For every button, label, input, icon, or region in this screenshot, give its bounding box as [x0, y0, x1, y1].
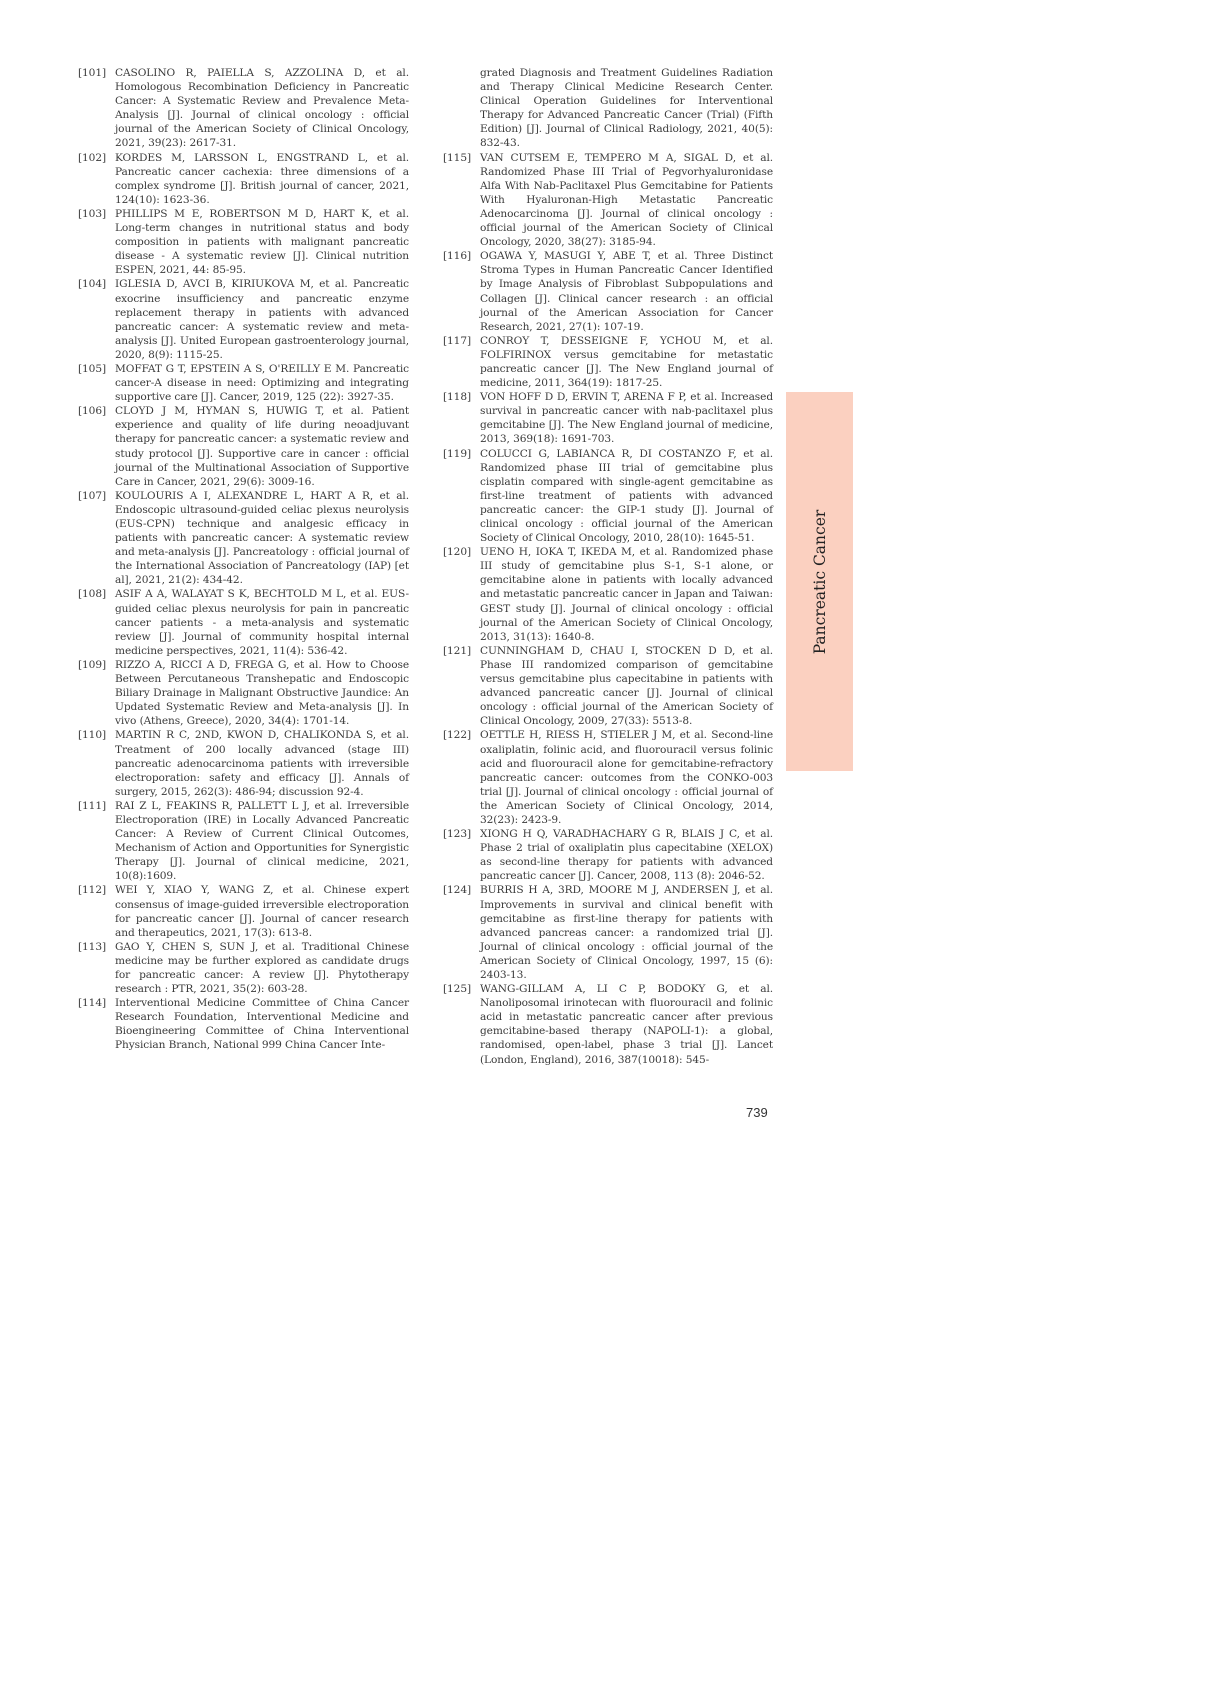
reference-text: RAI Z L, FEAKINS R, PALLETT L J, et al. Irreversible Electroporation (IRE) in Locally Advanced Pancreatic Cancer: A Review of Current Clinical Outcomes, Mechanism of Action and Opportunities for Synergistic Therapy [J]. Journal of clinical medicine, 2021, 10(8):1609.: [115, 799, 409, 883]
reference-item: [78, 996, 409, 1052]
reference-text: XIONG H Q, VARADHACHARY G R, BLAIS J C, et al. Phase 2 trial of oxaliplatin plus capecitabine (XELOX) as second-line therapy for patients with advanced pancreatic cancer [J]. Cancer, 2008, 113 (8): 2046-52.: [480, 828, 773, 883]
reference-item: [443, 644, 773, 729]
reference-number: [122]: [443, 729, 471, 742]
section-side-tab-label: Pancreatic Cancer: [810, 509, 829, 654]
reference-number: [103]: [78, 207, 106, 220]
reference-text: BURRIS H A, 3RD, MOORE M J, ANDERSEN J, et al. Improvements in survival and clinical benefit with gemcitabine as first-line therapy for patients with advanced pancreas cancer: a randomized trial [J]. Journal of clinical oncology : official journal of the American Society of Clinical Oncology, 1997, 15 (6): 2403-13.: [480, 884, 773, 981]
reference-number: [104]: [78, 278, 106, 291]
reference-item: [443, 334, 773, 390]
reference-text: Interventional Medicine Committee of China Cancer Research Foundation, Interventional Medicine and Bioengineering Committee of China Interventional Physician Branch, National 999 China Cancer Inte-: [115, 997, 409, 1052]
reference-item: [78, 940, 409, 996]
reference-item: [78, 728, 409, 798]
reference-item: [78, 587, 409, 657]
reference-item: [78, 883, 409, 939]
reference-text: KOULOURIS A I, ALEXANDRE L, HART A R, et al. Endoscopic ultrasound-guided celiac plexus neurolysis (EUS-CPN) technique and analgesic efficacy in patients with pancreatic cancer: A systematic review and meta-analysis [J]. Pancreatology : official journal of the International Association of Pancreatology (IAP) [et al], 2021, 21(2): 434-42.: [115, 489, 409, 587]
reference-text: WANG-GILLAM A, LI C P, BODOKY G, et al. Nanoliposomal irinotecan with fluorouracil and folinic acid in metastatic pancreatic cancer after previous gemcitabine-based therapy (NAPOLI-1): a global, randomised, open-label, phase 3 trial [J]. Lancet (London, England), 2016, 387(10018): 545-: [480, 983, 773, 1066]
reference-number: [121]: [443, 644, 471, 657]
reference-text: PHILLIPS M E, ROBERTSON M D, HART K, et al. Long-term changes in nutritional status and body composition in patients with malignant pancreatic disease - A systematic review [J]. Clinical nutrition ESPEN, 2021, 44: 85-95.: [115, 207, 409, 277]
reference-item: [78, 207, 409, 277]
reference-text: CONROY T, DESSEIGNE F, YCHOU M, et al. FOLFIRINOX versus gemcitabine for metastatic pancreatic cancer [J]. The New England journal of medicine, 2011, 364(19): 1817-25.: [480, 334, 773, 390]
reference-number: [112]: [78, 884, 106, 897]
reference-number: [117]: [443, 334, 471, 347]
reference-text: IGLESIA D, AVCI B, KIRIUKOVA M, et al. Pancreatic exocrine insufficiency and pancreatic enzyme replacement therapy in patients with advanced pancreatic cancer: A systematic review and meta-analysis [J]. United European gastroenterology journal, 2020, 8(9): 1115-25.: [115, 278, 409, 361]
reference-number: [123]: [443, 828, 471, 841]
reference-number: [124]: [443, 884, 471, 897]
section-side-tab: [786, 392, 853, 771]
reference-item: [78, 362, 409, 404]
reference-number: [110]: [78, 729, 106, 742]
reference-text: UENO H, IOKA T, IKEDA M, et al. Randomized phase III study of gemcitabine plus S-1, S-1 alone, or gemcitabine alone in patients with locally advanced and metastatic pancreatic cancer in Japan and Taiwan: GEST study [J]. Journal of clinical oncology : official journal of the American Society of Clinical Oncology, 2013, 31(13): 1640-8.: [480, 546, 773, 643]
reference-number: [101]: [78, 67, 106, 79]
reference-item: [443, 447, 773, 546]
reference-number: [114]: [78, 997, 106, 1010]
reference-number: [111]: [78, 799, 106, 812]
reference-number: [102]: [78, 151, 106, 164]
reference-text: CLOYD J M, HYMAN S, HUWIG T, et al. Patient experience and quality of life during neoadjuvant therapy for pancreatic cancer: a systematic review and study protocol [J]. Supportive care in cancer : official journal of the Multinational Association of Supportive Care in Cancer, 2021, 29(6): 3009-16.: [115, 405, 409, 488]
reference-text: CASOLINO R, PAIELLA S, AZZOLINA D, et al. Homologous Recombination Deficiency in Pancreatic Cancer: A Systematic Review and Prevalence Meta-Analysis [J]. Journal of clinical oncology : official journal of the American Society of Clinical Oncology, 2021, 39(23): 2617-31.: [115, 67, 409, 150]
reference-item: [443, 545, 773, 644]
reference-number: [125]: [443, 983, 471, 996]
reference-item: [443, 982, 773, 1067]
reference-item: [443, 151, 773, 250]
reference-number: [106]: [78, 405, 106, 418]
reference-number: [108]: [78, 588, 106, 601]
reference-item: [78, 277, 409, 362]
reference-number: [105]: [78, 362, 106, 375]
reference-item: [78, 151, 409, 207]
reference-text: GAO Y, CHEN S, SUN J, et al. Traditional Chinese medicine may be further explored as candidate drugs for pancreatic cancer: A review [J]. Phytotherapy research : PTR, 2021, 35(2): 603-28.: [115, 940, 409, 996]
reference-item: [443, 883, 773, 982]
reference-text: WEI Y, XIAO Y, WANG Z, et al. Chinese expert consensus of image-guided irreversible electroporation for pancreatic cancer [J]. Journal of cancer research and therapeutics, 2021, 17(3): 613-8.: [115, 884, 409, 939]
reference-item: [78, 489, 409, 588]
reference-item: [78, 658, 409, 728]
reference-text: ASIF A A, WALAYAT S K, BECHTOLD M L, et al. EUS-guided celiac plexus neurolysis for pain in pancreatic cancer patients - a meta-analysis and systematic review [J]. Journal of community hospital internal medicine perspectives, 2021, 11(4): 536-42.: [115, 588, 409, 657]
reference-item: [443, 249, 773, 334]
reference-text: OGAWA Y, MASUGI Y, ABE T, et al. Three Distinct Stroma Types in Human Pancreatic Cancer Identified by Image Analysis of Fibroblast Subpopulations and Collagen [J]. Clinical cancer research : an official journal of the American Association for Cancer Research, 2021, 27(1): 107-19.: [480, 250, 773, 333]
reference-number: [119]: [443, 447, 471, 460]
reference-number: [113]: [78, 940, 106, 953]
reference-text: MARTIN R C, 2ND, KWON D, CHALIKONDA S, et al. Treatment of 200 locally advanced (stage III) pancreatic adenocarcinoma patients with irreversible electroporation: safety and efficacy [J]. Annals of surgery, 2015, 262(3): 486-94; discussion 92-4.: [115, 729, 409, 798]
reference-number: [118]: [443, 391, 471, 404]
references-right-column: [443, 66, 773, 1067]
reference-text: CUNNINGHAM D, CHAU I, STOCKEN D D, et al. Phase III randomized comparison of gemcitabine versus gemcitabine plus capecitabine in patients with advanced pancreatic cancer [J]. Journal of clinical oncology : official journal of the American Society of Clinical Oncology, 2009, 27(33): 5513-8.: [480, 644, 773, 728]
reference-number: [120]: [443, 546, 471, 559]
reference-item: [78, 66, 409, 151]
reference-number: [115]: [443, 151, 471, 164]
references-left-column: [78, 66, 409, 1053]
reference-text: RIZZO A, RICCI A D, FREGA G, et al. How to Choose Between Percutaneous Transhepatic and Endoscopic Biliary Drainage in Malignant Obstructive Jaundice: An Updated Systematic Review and Meta-analysis [J]. In vivo (Athens, Greece), 2020, 34(4): 1701-14.: [115, 658, 409, 728]
reference-text: VAN CUTSEM E, TEMPERO M A, SIGAL D, et al. Randomized Phase III Trial of Pegvorhyaluronidase Alfa With Nab-Paclitaxel Plus Gemcitabine for Patients With Hyaluronan-High Metastatic Pancreatic Adenocarcinoma [J]. Journal of clinical oncology : official journal of the American Society of Clinical Oncology, 2020, 38(27): 3185-94.: [480, 151, 773, 249]
reference-continuation: grated Diagnosis and Treatment Guidelines Radiation and Therapy Clinical Medicine Research Center. Clinical Operation Guidelines for Interventional Therapy for Advanced Pancreatic Cancer (Trial) (Fifth Edition) [J]. Journal of Clinical Radiology, 2021, 40(5): 832-43.: [480, 67, 773, 150]
reference-text: COLUCCI G, LABIANCA R, DI COSTANZO F, et al. Randomized phase III trial of gemcitabine plus cisplatin compared with single-agent gemcitabine as first-line treatment of patients with advanced pancreatic cancer: the GIP-1 study [J]. Journal of clinical oncology : official journal of the American Society of Clinical Oncology, 2010, 28(10): 1645-51.: [480, 447, 773, 545]
reference-text: MOFFAT G T, EPSTEIN A S, O'REILLY E M. Pancreatic cancer-A disease in need: Optimizing and integrating supportive care [J]. Cancer, 2019, 125 (22): 3927-35.: [115, 362, 409, 404]
reference-item: [443, 827, 773, 883]
reference-number: [109]: [78, 658, 106, 671]
reference-item: [78, 799, 409, 884]
reference-item: [443, 728, 773, 827]
page-number: 739: [746, 1105, 768, 1120]
reference-text: OETTLE H, RIESS H, STIELER J M, et al. Second-line oxaliplatin, folinic acid, and fluorouracil versus folinic acid and fluorouracil alone for gemcitabine-refractory pancreatic cancer: outcomes from the CONKO-003 trial [J]. Journal of clinical oncology : official journal of the American Society of Clinical Oncology, 2014, 32(23): 2423-9.: [480, 729, 773, 826]
reference-text: VON HOFF D D, ERVIN T, ARENA F P, et al. Increased survival in pancreatic cancer with nab-paclitaxel plus gemcitabine [J]. The New England journal of medicine, 2013, 369(18): 1691-703.: [480, 391, 773, 446]
reference-item: [78, 404, 409, 489]
reference-text: KORDES M, LARSSON L, ENGSTRAND L, et al. Pancreatic cancer cachexia: three dimensions of a complex syndrome [J]. British journal of cancer, 2021, 124(10): 1623-36.: [115, 151, 409, 206]
reference-number: [107]: [78, 489, 106, 502]
reference-number: [116]: [443, 250, 471, 263]
reference-item: [443, 390, 773, 446]
